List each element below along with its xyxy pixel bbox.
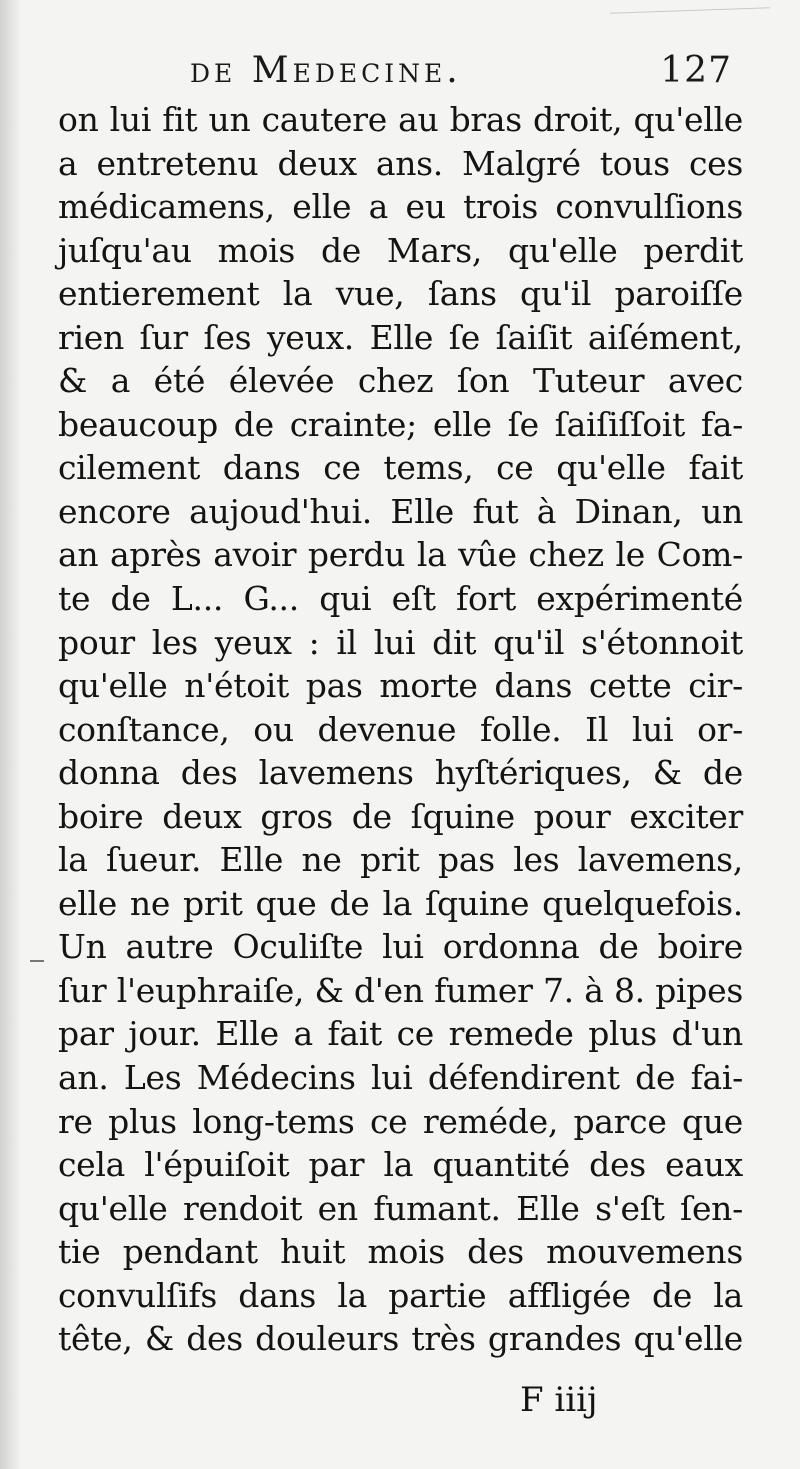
text-line: an. Les Médecins lui défendirent de fai- xyxy=(58,1058,743,1098)
text-line: elle ne prit que de la ſquine quelquefois. xyxy=(58,883,743,923)
text-line: & a été élevée chez ſon Tuteur avec xyxy=(58,361,743,401)
text-line: an après avoir perdu la vûe chez le Com- xyxy=(58,535,743,575)
text-line: entierement la vue, ſans qu'il paroiſſe xyxy=(58,274,743,314)
text-line: la ſueur. Elle ne prit pas les lavemens, xyxy=(58,840,743,880)
text-line: pour les yeux : il lui dit qu'il s'étonnoit xyxy=(58,622,743,662)
page-number: 127 xyxy=(660,50,732,91)
text-line: tête, & des douleurs très grandes qu'elle xyxy=(58,1319,743,1359)
text-line: juſqu'au mois de Mars, qu'elle perdit xyxy=(58,230,743,270)
text-line: a entretenu deux ans. Malgré tous ces xyxy=(58,143,743,183)
text-line: beaucoup de crainte; elle ſe ſaiſiſſoit fa- xyxy=(58,404,743,444)
text-line: rien ſur ſes yeux. Elle ſe ſaiſit aiſément, xyxy=(58,317,743,357)
margin-dash xyxy=(30,960,44,962)
text-line: ſur l'euphraiſe, & d'en fumer 7. à 8. pipes xyxy=(58,970,743,1010)
running-head xyxy=(0,50,800,100)
text-line: cela l'épuiſoit par la quantité des eaux xyxy=(58,1145,743,1185)
text-line: Un autre Oculiſte lui ordonna de boire xyxy=(58,927,743,967)
text-line: on lui fit un cautere au bras droit, qu'elle xyxy=(58,100,743,139)
text-line: donna des lavemens hyſtériques, & de xyxy=(58,753,743,793)
text-line: encore aujoud'hui. Elle fut à Dinan, un xyxy=(58,491,743,531)
text-line: convulſifs dans la partie affligée de la xyxy=(58,1275,743,1315)
running-title: de Medecine. xyxy=(190,50,462,91)
text-line: cilement dans ce tems, ce qu'elle fait xyxy=(58,448,743,488)
text-line: conſtance, ou devenue folle. Il lui or- xyxy=(58,709,743,749)
text-line: te de L... G... qui eſt fort expérimenté xyxy=(58,579,743,619)
text-line: tie pendant huit mois des mouvemens xyxy=(58,1232,743,1272)
body-text xyxy=(58,98,743,1361)
gutter-shadow xyxy=(0,0,22,1469)
text-line: qu'elle n'étoit pas morte dans cette cir- xyxy=(58,666,743,706)
text-line: boire deux gros de ſquine pour exciter xyxy=(58,796,743,836)
text-line: par jour. Elle a fait ce remede plus d'un xyxy=(58,1014,743,1054)
show-through-mark xyxy=(610,7,770,14)
text-line: médicamens, elle a eu trois convulſions xyxy=(58,187,743,227)
text-line: qu'elle rendoit en fumant. Elle s'eſt ſen- xyxy=(58,1188,743,1228)
signature-mark: F iiij xyxy=(520,1380,598,1420)
text-line: re plus long-tems ce reméde, parce que xyxy=(58,1101,743,1141)
